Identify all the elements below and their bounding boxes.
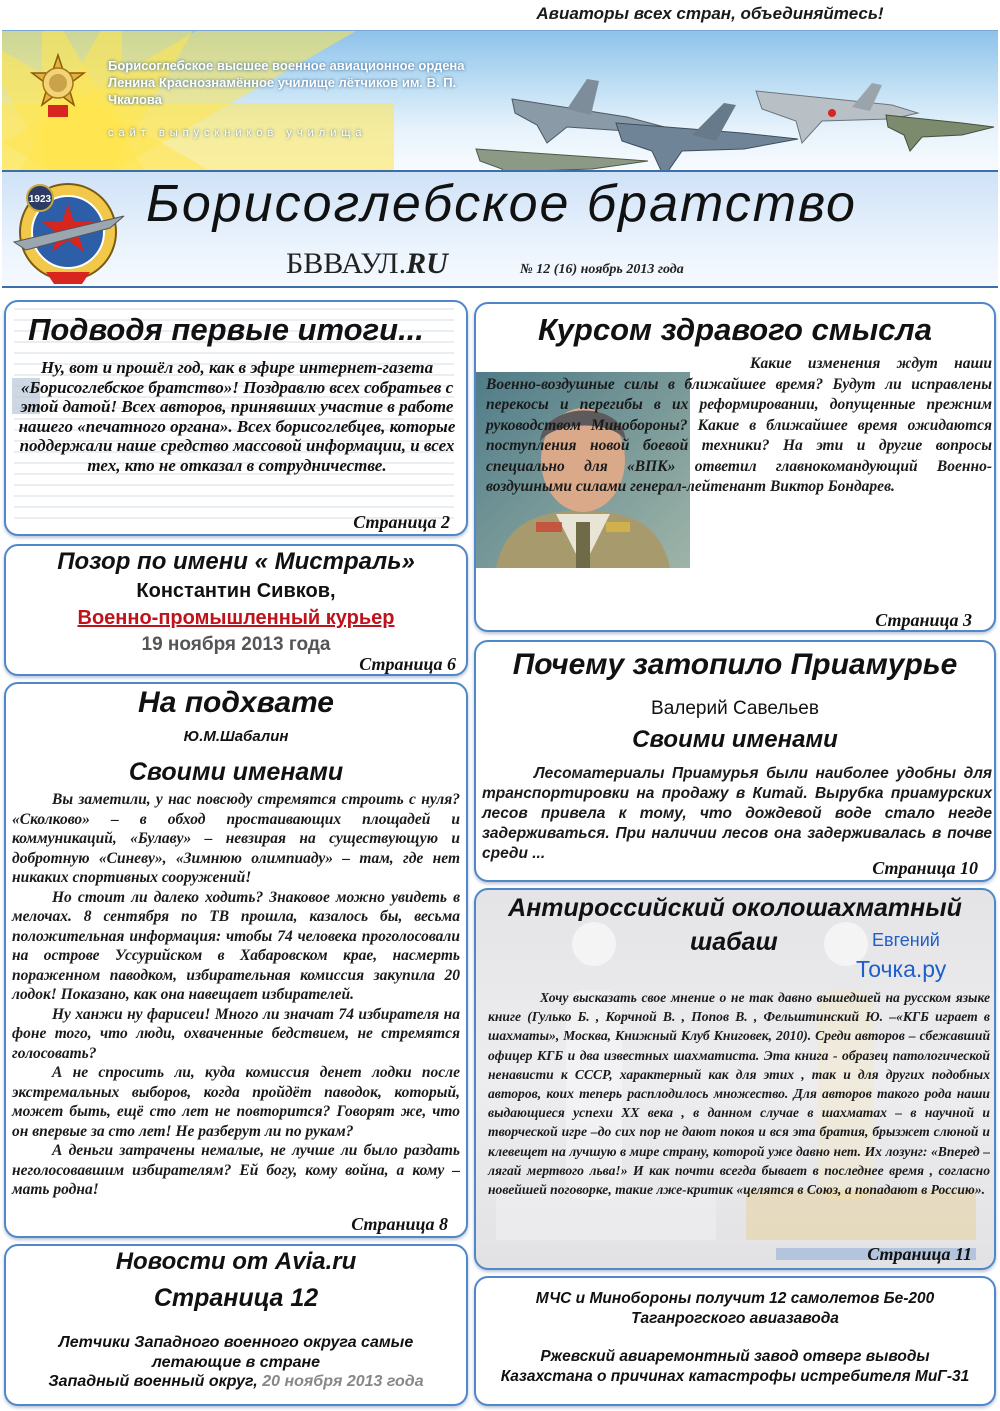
news-headline[interactable]: Ржевский авиаремонтный завод отверг выводы: [540, 1348, 930, 1365]
news-headline[interactable]: Летчики Западного военного округа самые: [58, 1334, 414, 1351]
paragraph: Ну ханжи ну фарисеи! Много ли значат 74 избирателя на фоне того, что люди, охваченные бедствием, не стремятся голосовать?: [12, 1005, 460, 1062]
article-title[interactable]: Новости от Avia.ru: [115, 1248, 357, 1275]
news-source-name: Западный военный округ,: [48, 1373, 258, 1390]
article-author: Константин Сивков,: [136, 580, 336, 602]
emblem-year: 1923: [28, 194, 52, 205]
site-tagline: сайт выпускников училища: [108, 127, 367, 139]
paragraph: А деньги затрачены немалые, не лучше ли было раздать неголосовавшим избирателям? Ей богу, кому война, а кому – мать родна!: [12, 1142, 460, 1198]
page-link[interactable]: Страница 10: [872, 858, 978, 878]
paragraph: Вы заметили, у нас повсюду стремятся строить с нуля? «Сколково» – в обход простаивающих площадей и коммуникаций, «Булаву» – невзирая на существующую и добротную «Синеву», «Зимнюю олимпиаду» – там, где нет никаких спортивных сооружений!: [12, 791, 460, 886]
paragraph: А не спросить ли, куда комиссия денет лодки после экстремальных выборов, когда пройдёт паводок, который, может быть, ещё сто лет не повторится? Говорят же, что он впервые за сто лет! Не разберут ли по рукам?: [12, 1064, 460, 1140]
article-title[interactable]: Позор по имени « Мистраль»: [57, 548, 415, 575]
article-author-first: Евгений: [872, 930, 940, 950]
news-source: [6, 1373, 466, 1391]
news-headline[interactable]: МЧС и Минобороны получит 12 самолетов Бе-200: [535, 1290, 935, 1307]
article-title[interactable]: Курсом здравого смысла: [538, 312, 932, 347]
page-link[interactable]: Страница 3: [875, 610, 972, 630]
article-title[interactable]: Почему затопило Приамурье: [512, 648, 958, 681]
article-kurs[interactable]: [474, 302, 996, 632]
site-name-main: БВВАУЛ.: [286, 247, 407, 280]
fighter-jet-icon: [882, 93, 997, 153]
site-name-suffix: RU: [406, 247, 448, 280]
news-date: 20 ноября 2013 года: [262, 1373, 424, 1390]
page-link[interactable]: Страница 6: [359, 654, 456, 674]
article-itogi[interactable]: [4, 300, 468, 536]
page-link[interactable]: Страница 12: [153, 1284, 319, 1312]
article-lead: Хочу высказать свое мнение о не так давно вышедшей на русском языке книге (Гулько Б. , Корчной В. , Попов В. , Фельштинский Ю. –«КГБ играет в шахматы», Москва, Книжный Клуб Книговек, 2010). Среди авторов – сбежавший офицер КГБ и два известных шахматиста. Эта книга - образец патологической ненависти к СССР, характерный как для этих , так и для других подобных авторов, коих теперь расплодилось множество. Для авторов такого рода наши выдающиеся успехи ХХ века , в данном случае в шахматах – в научной и творческой игре –до сих пор не дают покоя и вся эта братия, брызжет слюной и клевещет на лучшую в мире страну, которой уже давно нет. Их лозунг: «Вперед – лягай мертвого льва!» И как почти всегда бывает в последнее время , согласно новейшей поговорке, такие лже-критик «целятся в Союз, а попадают в Россию».: [488, 990, 990, 1198]
article-title-cont[interactable]: шабаш: [690, 928, 778, 956]
school-emblem-icon: [6, 176, 130, 286]
news-headline-cont[interactable]: Казахстана о причинах катастрофы истребителя МиГ-31: [500, 1368, 970, 1385]
article-title[interactable]: Подводя первые итоги...: [28, 312, 424, 347]
order-lenin-icon: [28, 53, 88, 119]
article-title[interactable]: Антироссийский околошахматный: [508, 894, 962, 922]
page-link[interactable]: Страница 11: [867, 1244, 972, 1264]
slogan: Авиаторы всех стран, объединяйтесь!: [536, 4, 884, 23]
article-author: Валерий Савельев: [651, 698, 819, 719]
article-author-last: Точка.ру: [856, 956, 947, 982]
article-shabash[interactable]: [474, 888, 996, 1270]
article-mistral[interactable]: [4, 544, 468, 676]
news-panel: [474, 1276, 996, 1406]
article-lead: Ну, вот и прошёл год, как в эфире интернет-газета «Борисоглебское братство»! Поздравлю всех собратьев с этой датой! Всех авторов, принявших участие в работе нашего «печатного органа». Всех борисоглебцев, которые поддержали наше средство массовой информации, и всех тех, кто не отказал в сотрудничестве.: [18, 358, 456, 475]
article-rubric: Своими именами: [632, 726, 838, 753]
news-headline-cont[interactable]: Таганрогского авиазавода: [631, 1310, 839, 1327]
article-lead: Лесоматериалы Приамурья были наиболее удобны для транспортировки на продажу в Китай. Вырубка приамурских лесов привела к тому, что дождевой воде стало негде задерживаться. При наличии лесов она задерживалась в почве среди ...: [482, 765, 992, 862]
page-link[interactable]: Страница 8: [351, 1214, 448, 1234]
issue-number: № 12 (16) ноябрь 2013 года: [520, 262, 684, 277]
article-date: 19 ноября 2013 года: [141, 634, 331, 655]
article-lead: Какие изменения ждут наши Военно-воздушные силы в ближайшее время? Будут ли исправлены перекосы и перегибы в их реформировании, допущенные прежним руководством Минобороны? Какие в ближайшее время ожидаются поступления новой боевой техники? На эти и другие вопросы специально для «ВПК» ответил главнокомандующий Военно-воздушными силами генерал-лейтенант Виктор Бондарев.: [486, 355, 992, 495]
fighter-jet-icon: [472, 131, 652, 170]
article-podhvat[interactable]: [4, 682, 468, 1238]
article-priamurye[interactable]: [474, 640, 996, 882]
school-name: Борисоглебское высшее военное авиационное ордена Ленина Краснознамённое училище лётчиков им. В. П. Чкалова: [108, 58, 465, 107]
newspaper-title: Борисоглебское братство: [146, 175, 857, 233]
site-name: [286, 247, 448, 281]
article-rubric: Своими именами: [128, 758, 344, 786]
article-title[interactable]: На подхвате: [138, 686, 334, 719]
news-headline-cont[interactable]: летающие в стране: [151, 1354, 321, 1371]
paragraph: Но стоит ли далеко ходить? Знаковое можно увидеть в мелочах. 8 сентября по ТВ прошла, казалось бы, весьма положительная информация: чтобы 74 человека проголосовали на острове Уссурийском в Хабаровском крае, насмерть пораженном паводком, избирательная комиссия закупила 20 лодок! Показано, как она навещает избирателей.: [12, 888, 460, 1003]
header-banner: [2, 30, 998, 170]
article-avia[interactable]: [4, 1244, 468, 1406]
article-body: [12, 790, 460, 1200]
page-link[interactable]: Страница 2: [353, 512, 450, 532]
article-source-link[interactable]: Военно-промышленный курьер: [77, 607, 395, 629]
article-author: Ю.М.Шабалин: [183, 728, 289, 745]
